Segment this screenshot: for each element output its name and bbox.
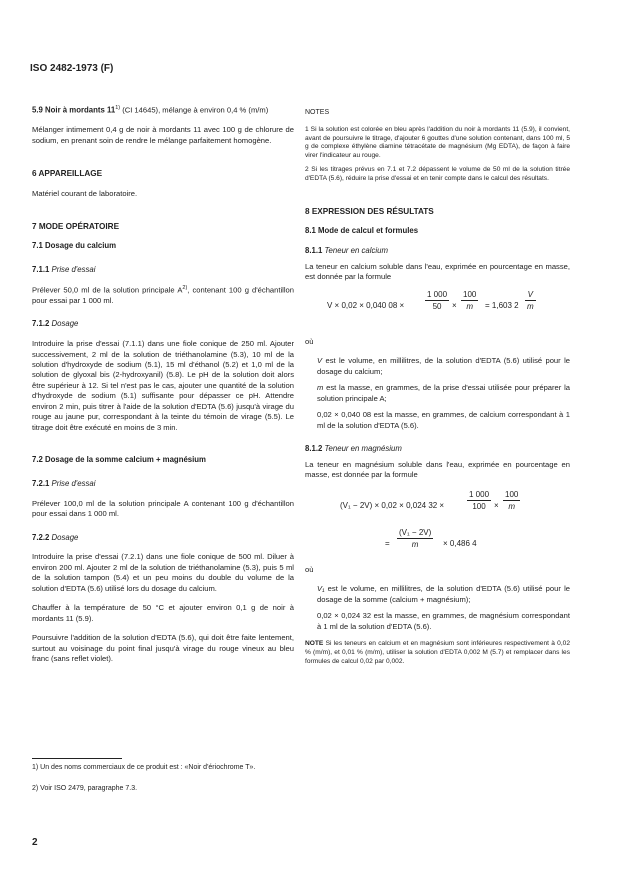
section-6-body: Matériel courant de laboratoire. [32, 188, 138, 198]
note-3-heading: NOTE [305, 640, 324, 648]
section-8-1-1-body: La teneur en calcium soluble dans l'eau, exprimée en pourcentage en masse, est donnée par la formule [305, 261, 570, 282]
left-column [32, 105, 294, 665]
formula-2-fraction-2-den: m [508, 501, 516, 511]
definition-v-text: est le volume, en millilitres, de la solution d'EDTA (5.6) utilisé pour le dosage du calcium; [317, 356, 570, 376]
section-7-2-2-title [32, 533, 294, 544]
note-3-text: Si les teneurs en calcium et en magnésium sont inférieures respectivement à 0,02 % (m/m), et 0,01 % (m/m), utiliser la solution d'EDTA 0,002 M (5.7) et remplacer dans les formules de calcul 0,02 par 0,002. [305, 640, 570, 665]
section-8-title: 8 EXPRESSION DES RÉSULTATS [305, 207, 434, 216]
section-8-1-2-title [305, 444, 570, 455]
formula-1-equals: = 1,603 2 [485, 300, 519, 310]
where-1: où [305, 336, 314, 346]
section-7-1-1-label: Prise d'essai [51, 265, 96, 275]
definition-v1-symbol: V₁ [317, 584, 325, 594]
formula-3-tail: × 0,486 4 [443, 538, 477, 548]
formula-1-times: × [452, 300, 457, 310]
section-8-1-2-number: 8.1.2 [305, 444, 323, 454]
section-7-2-2-body-1: Introduire la prise d'essai (7.2.1) dans une fiole conique de 500 ml. Diluer à environ 200 ml. Ajouter 2 ml de la solution de triéthanolamine (5.3), puis 5 ml de la solution tampon (5.4) et un peu moins du double du volume de la solution d'EDTA (5.6) utilisé lors du dosage du calcium. [32, 552, 294, 593]
footnote-ref-2: 2) [182, 284, 188, 291]
formula-2-times: × [494, 500, 499, 510]
definition-m [317, 383, 570, 404]
footnote-1 [32, 763, 255, 773]
section-5-9-body: Mélanger intimement 0,4 g de noir à mordants 11 avec 100 g de chlorure de sodium, en prenant soin de rendre le mélange parfaitement homogène. [32, 125, 294, 145]
where-2: où [305, 564, 314, 574]
formula-2-lead: (V₁ − 2V) × 0,02 × 0,024 32 × [340, 500, 445, 510]
formula-3-fraction [397, 527, 433, 550]
section-5-9-title-rest: (CI 14645), mélange à environ 0,4 % (m/m) [120, 105, 269, 115]
document-header [30, 62, 113, 76]
section-7-1-title: 7.1 Dosage du calcium [32, 241, 117, 251]
section-7-2-1-body: Prélever 100,0 ml de la solution principale A contenant 100 g d'échantillon pour essai dans 1 000 ml. [32, 498, 294, 519]
section-7-2-1-number: 7.2.1 [32, 479, 50, 488]
footnote-ref-1: 1) [115, 105, 121, 111]
footnote-divider [32, 758, 122, 759]
page-number [32, 836, 38, 850]
definition-v-symbol: V [317, 356, 323, 366]
formula-3-fraction-num: (V₁ − 2V) [397, 527, 433, 539]
section-8-1-2-label: Teneur en magnésium [324, 444, 402, 454]
section-7-2-2-body-2: Chauffer à la température de 50 °C et ajouter environ 0,1 g de noir à mordants 11 (5.9). [32, 603, 294, 623]
section-7-1-2-body: Introduire la prise d'essai (7.1.1) dans une fiole conique de 250 ml. Ajouter successivement, 2 ml de la solution de triéthanolamine (5.3), 10 ml de la solution d'hydroxyde de sodium (5.1), 15 ml d'éthanol (5.2) et 1,0 ml de la solution de glyoxal bis (2-hydroxyanil) (5.8). Le pH de la solution doit alors être supérieur à 12. Si tel n'est pas le cas, ajouter une quantité de la solution d'hydroxyde de sodium (5.1) suffisante pour dépasser ce pH. Attendre environ 2 min, puis titrer à l'aide de la solution d'EDTA (5.6) jusqu'à virage du rouge au jaune pur, correspondant à la teinte du témoin de virage (5.5). Le titrage doit être exécuté en moins de 3 min. [32, 339, 294, 432]
formula-1-fraction-2 [461, 289, 478, 312]
definition-calcium-factor: 0,02 × 0,040 08 est la masse, en grammes, de calcium correspondant à 1 ml de la solution d'EDTA (5.6). [317, 410, 570, 430]
section-8-1-1-number: 8.1.1 [305, 246, 323, 256]
section-7-2-2-number: 7.2.2 [32, 532, 50, 542]
section-7-1-1-number: 7.1.1 [32, 265, 50, 275]
footnote-2-text: 2) Voir ISO 2479, paragraphe 7.3. [32, 785, 138, 792]
definition-v1 [317, 584, 570, 605]
formula-2-fraction-2-num: 100 [503, 489, 520, 501]
note-3 [305, 640, 570, 667]
definition-v1-text: est le volume, en millilitres, de la solution d'EDTA (5.6) utilisé pour le dosage de la somme (calcium + magnésium); [317, 584, 570, 604]
section-8-1-title: 8.1 Mode de calcul et formules [305, 226, 419, 236]
section-8-1-1-label: Teneur en calcium [324, 246, 388, 256]
section-7-title: 7 MODE OPÉRATOIRE [32, 222, 120, 231]
formula-1-fraction-3-den: m [527, 301, 534, 311]
definition-m-text: est la masse, en grammes, de la prise d'essai utilisée pour préparer la solution principale A; [317, 383, 570, 403]
formula-1-fraction-1-den: 50 [432, 301, 442, 311]
section-7-1-1-body [32, 285, 294, 306]
standard-number: ISO 2482-1973 (F) [30, 63, 114, 74]
formula-1-fraction-1-num: 1 000 [425, 289, 449, 301]
formula-3-equals: = [385, 538, 390, 548]
formula-2-fraction-2 [503, 489, 520, 512]
formula-3-fraction-den: m [411, 539, 419, 549]
section-5-9-title: 5.9 Noir à mordants 11 [32, 105, 116, 115]
section-7-1-2-label: Dosage [51, 319, 79, 329]
section-7-1-1-body-a: Prélever 50,0 ml de la solution principale A [32, 285, 183, 295]
right-column [305, 108, 570, 667]
section-5-9 [32, 105, 294, 116]
formula-1-fraction-1 [425, 289, 449, 312]
section-7-2-1-label: Prise d'essai [51, 479, 96, 488]
formula-1-fraction-2-num: 100 [461, 289, 478, 301]
section-6-title: 6 APPAREILLAGE [32, 169, 103, 179]
section-8-1-1-title [305, 246, 570, 257]
formula-2-fraction-1-num: 1 000 [467, 489, 491, 501]
footnote-1-text: 1) Un des noms commerciaux de ce produit est : «Noir d'ériochrome T». [32, 764, 256, 771]
definition-magnesium-factor: 0,02 × 0,024 32 est la masse, en grammes, de magnésium correspondant à 1 ml de la solution d'EDTA (5.6). [317, 611, 570, 631]
formula-magnesium-simplified [305, 525, 570, 561]
section-7-2-1-title [32, 479, 294, 490]
formula-1-fraction-2-den: m [466, 301, 474, 311]
formula-calcium [305, 287, 570, 327]
formula-1-fraction-3-num: V [525, 289, 536, 301]
definition-v [317, 356, 570, 377]
section-7-1-2-title [32, 319, 294, 330]
page-number-text: 2 [32, 837, 38, 848]
note-1: 1 Si la solution est colorée en bleu après l'addition du noir à mordants 11 (5.9), il convient, avant de poursuivre le titrage, d'ajouter 6 gouttes d'une solution contenant, dans 100 ml, 5 g de complexe éthylène diamine tétracétate de magnésium (Mg EDTA), de façon à faire virer l'indicateur au rouge. [305, 125, 570, 160]
formula-magnesium [305, 487, 570, 523]
section-7-2-2-label: Dosage [51, 532, 79, 542]
definition-m-symbol: m [317, 383, 324, 393]
formula-1-lead: V × 0,02 × 0,040 08 × [327, 300, 405, 310]
notes-heading: NOTES [305, 109, 330, 116]
section-7-1-1-body-b: , contenant 100 g d'échantillon pour essai par 1 000 ml. [32, 285, 294, 305]
section-7-2-2-body-3: Poursuivre l'addition de la solution d'EDTA (5.6), qui doit être faite lentement, surtout au voisinage du point final jusqu'à virage du rouge vineux au bleu franc (sans reflet violet). [32, 633, 294, 664]
section-8-1-2-body: La teneur en magnésium soluble dans l'eau, exprimée en pourcentage en masse, est donnée par la formule [305, 459, 570, 480]
section-7-1-2-number: 7.1.2 [32, 319, 50, 329]
formula-2-fraction-1 [467, 489, 491, 512]
footnote-2 [32, 784, 137, 794]
formula-1-fraction-3 [525, 289, 536, 312]
formula-2-fraction-1-den: 100 [472, 501, 486, 511]
note-2: 2 Si les titrages prévus en 7.1 et 7.2 dépassent le volume de 50 ml de la solution titrée d'EDTA (5.6), réduire la prise d'essai et en tenir compte dans le calcul des résultats. [305, 166, 570, 183]
section-7-2-title: 7.2 Dosage de la somme calcium + magnésium [32, 455, 206, 465]
section-7-1-1-title [32, 265, 294, 276]
